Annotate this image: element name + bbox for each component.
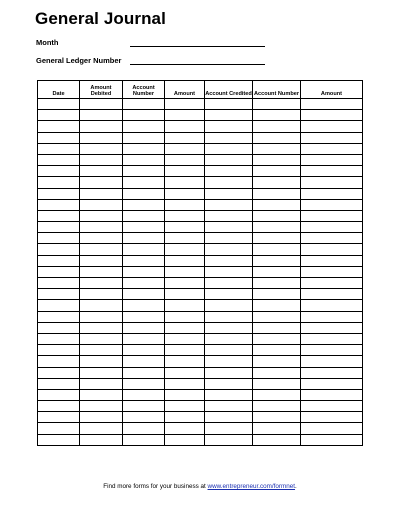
table-cell-amount-debited[interactable] xyxy=(80,121,123,132)
table-cell-amount-2[interactable] xyxy=(301,289,363,300)
table-cell-date[interactable] xyxy=(38,367,80,378)
table-cell-amount-1[interactable] xyxy=(165,199,205,210)
table-cell-account-number-1[interactable] xyxy=(123,143,165,154)
table-cell-amount-2[interactable] xyxy=(301,110,363,121)
table-cell-amount-debited[interactable] xyxy=(80,244,123,255)
table-cell-account-number-2[interactable] xyxy=(253,154,301,165)
table-row xyxy=(38,143,363,154)
table-cell-account-credited[interactable] xyxy=(205,412,253,423)
table-cell-date[interactable] xyxy=(38,289,80,300)
table-cell-amount-2[interactable] xyxy=(301,378,363,389)
table-cell-amount-1[interactable] xyxy=(165,132,205,143)
table-cell-account-credited[interactable] xyxy=(205,99,253,110)
table-cell-amount-2[interactable] xyxy=(301,222,363,233)
table-cell-account-number-1[interactable] xyxy=(123,222,165,233)
table-cell-account-credited[interactable] xyxy=(205,143,253,154)
table-cell-account-credited[interactable] xyxy=(205,132,253,143)
table-cell-account-number-2[interactable] xyxy=(253,412,301,423)
table-row xyxy=(38,266,363,277)
table-cell-amount-2[interactable] xyxy=(301,333,363,344)
table-cell-amount-debited[interactable] xyxy=(80,401,123,412)
table-row xyxy=(38,99,363,110)
table-cell-account-number-2[interactable] xyxy=(253,311,301,322)
table-cell-date[interactable] xyxy=(38,401,80,412)
table-cell-amount-2[interactable] xyxy=(301,166,363,177)
table-cell-date[interactable] xyxy=(38,132,80,143)
table-cell-amount-2[interactable] xyxy=(301,278,363,289)
table-cell-account-number-1[interactable] xyxy=(123,244,165,255)
table-cell-amount-2[interactable] xyxy=(301,132,363,143)
table-cell-amount-debited[interactable] xyxy=(80,177,123,188)
table-cell-account-number-2[interactable] xyxy=(253,166,301,177)
table-cell-amount-1[interactable] xyxy=(165,378,205,389)
table-cell-account-number-1[interactable] xyxy=(123,378,165,389)
table-cell-amount-1[interactable] xyxy=(165,300,205,311)
table-cell-account-number-1[interactable] xyxy=(123,434,165,445)
table-cell-date[interactable] xyxy=(38,389,80,400)
table-row xyxy=(38,278,363,289)
table-cell-account-number-1[interactable] xyxy=(123,367,165,378)
table-cell-amount-2[interactable] xyxy=(301,177,363,188)
table-cell-date[interactable] xyxy=(38,222,80,233)
table-cell-amount-1[interactable] xyxy=(165,233,205,244)
table-cell-account-number-1[interactable] xyxy=(123,121,165,132)
table-cell-date[interactable] xyxy=(38,300,80,311)
general-ledger-number-label: General Ledger Number xyxy=(36,56,122,65)
table-row xyxy=(38,154,363,165)
table-cell-account-credited[interactable] xyxy=(205,199,253,210)
table-cell-account-number-2[interactable] xyxy=(253,99,301,110)
table-cell-amount-2[interactable] xyxy=(301,210,363,221)
table-cell-amount-2[interactable] xyxy=(301,244,363,255)
table-cell-amount-debited[interactable] xyxy=(80,434,123,445)
table-row xyxy=(38,177,363,188)
table-cell-account-number-1[interactable] xyxy=(123,278,165,289)
table-cell-account-number-2[interactable] xyxy=(253,289,301,300)
table-cell-amount-2[interactable] xyxy=(301,356,363,367)
table-cell-date[interactable] xyxy=(38,244,80,255)
table-cell-amount-debited[interactable] xyxy=(80,278,123,289)
table-cell-amount-debited[interactable] xyxy=(80,322,123,333)
table-cell-date[interactable] xyxy=(38,345,80,356)
table-cell-date[interactable] xyxy=(38,423,80,434)
table-cell-amount-debited[interactable] xyxy=(80,143,123,154)
table-cell-amount-2[interactable] xyxy=(301,255,363,266)
general-ledger-number-input-line[interactable] xyxy=(130,64,265,65)
table-cell-amount-1[interactable] xyxy=(165,154,205,165)
table-cell-amount-2[interactable] xyxy=(301,300,363,311)
table-cell-date[interactable] xyxy=(38,154,80,165)
table-cell-amount-1[interactable] xyxy=(165,222,205,233)
table-cell-date[interactable] xyxy=(38,412,80,423)
table-cell-account-credited[interactable] xyxy=(205,244,253,255)
table-cell-amount-1[interactable] xyxy=(165,434,205,445)
table-cell-date[interactable] xyxy=(38,311,80,322)
table-row xyxy=(38,188,363,199)
table-cell-amount-1[interactable] xyxy=(165,289,205,300)
table-cell-date[interactable] xyxy=(38,188,80,199)
table-row xyxy=(38,222,363,233)
table-cell-amount-2[interactable] xyxy=(301,434,363,445)
table-cell-amount-2[interactable] xyxy=(301,322,363,333)
column-header-account-number-2: Account Number xyxy=(253,81,301,99)
table-cell-account-number-2[interactable] xyxy=(253,121,301,132)
table-cell-date[interactable] xyxy=(38,210,80,221)
table-cell-amount-1[interactable] xyxy=(165,423,205,434)
table-cell-account-number-1[interactable] xyxy=(123,99,165,110)
table-cell-date[interactable] xyxy=(38,177,80,188)
table-cell-account-credited[interactable] xyxy=(205,311,253,322)
table-row xyxy=(38,255,363,266)
table-row xyxy=(38,166,363,177)
table-cell-account-credited[interactable] xyxy=(205,210,253,221)
table-cell-date[interactable] xyxy=(38,434,80,445)
table-cell-amount-1[interactable] xyxy=(165,345,205,356)
table-cell-account-credited[interactable] xyxy=(205,166,253,177)
table-cell-amount-1[interactable] xyxy=(165,356,205,367)
footer-link[interactable]: www.entrepreneur.com/formnet xyxy=(207,483,296,490)
table-cell-amount-debited[interactable] xyxy=(80,311,123,322)
footer xyxy=(0,483,400,490)
table-cell-account-number-2[interactable] xyxy=(253,378,301,389)
table-cell-account-credited[interactable] xyxy=(205,434,253,445)
table-cell-amount-1[interactable] xyxy=(165,266,205,277)
table-cell-amount-2[interactable] xyxy=(301,412,363,423)
table-cell-account-number-2[interactable] xyxy=(253,255,301,266)
table-cell-account-number-1[interactable] xyxy=(123,345,165,356)
table-cell-date[interactable] xyxy=(38,333,80,344)
journal-header-row xyxy=(38,81,363,99)
table-cell-amount-1[interactable] xyxy=(165,389,205,400)
table-cell-date[interactable] xyxy=(38,121,80,132)
table-row xyxy=(38,132,363,143)
table-cell-date[interactable] xyxy=(38,278,80,289)
table-cell-amount-2[interactable] xyxy=(301,345,363,356)
table-cell-account-number-2[interactable] xyxy=(253,401,301,412)
table-cell-account-number-2[interactable] xyxy=(253,244,301,255)
table-cell-amount-2[interactable] xyxy=(301,367,363,378)
table-cell-account-credited[interactable] xyxy=(205,233,253,244)
table-cell-account-number-1[interactable] xyxy=(123,311,165,322)
column-header-amount-2: Amount xyxy=(301,81,363,99)
table-cell-amount-2[interactable] xyxy=(301,389,363,400)
table-cell-amount-2[interactable] xyxy=(301,233,363,244)
table-cell-amount-2[interactable] xyxy=(301,154,363,165)
table-cell-account-number-1[interactable] xyxy=(123,199,165,210)
table-cell-account-number-2[interactable] xyxy=(253,199,301,210)
table-cell-account-number-1[interactable] xyxy=(123,266,165,277)
table-cell-account-credited[interactable] xyxy=(205,110,253,121)
table-cell-account-number-2[interactable] xyxy=(253,278,301,289)
column-header-account-number: Account Number xyxy=(123,81,165,99)
table-row xyxy=(38,378,363,389)
table-cell-amount-debited[interactable] xyxy=(80,266,123,277)
table-cell-date[interactable] xyxy=(38,143,80,154)
table-cell-account-credited[interactable] xyxy=(205,177,253,188)
table-cell-account-number-1[interactable] xyxy=(123,233,165,244)
table-cell-amount-debited[interactable] xyxy=(80,99,123,110)
page-title: General Journal xyxy=(35,9,166,28)
table-cell-account-number-1[interactable] xyxy=(123,210,165,221)
table-cell-account-credited[interactable] xyxy=(205,289,253,300)
table-cell-amount-debited[interactable] xyxy=(80,289,123,300)
table-cell-amount-1[interactable] xyxy=(165,166,205,177)
table-cell-account-number-2[interactable] xyxy=(253,367,301,378)
table-cell-account-credited[interactable] xyxy=(205,278,253,289)
table-cell-amount-debited[interactable] xyxy=(80,412,123,423)
table-cell-amount-1[interactable] xyxy=(165,244,205,255)
table-row xyxy=(38,333,363,344)
table-cell-amount-2[interactable] xyxy=(301,199,363,210)
table-cell-amount-1[interactable] xyxy=(165,278,205,289)
table-cell-amount-debited[interactable] xyxy=(80,367,123,378)
table-cell-amount-2[interactable] xyxy=(301,423,363,434)
table-cell-amount-1[interactable] xyxy=(165,99,205,110)
table-cell-account-number-1[interactable] xyxy=(123,423,165,434)
table-cell-amount-2[interactable] xyxy=(301,311,363,322)
table-cell-account-number-2[interactable] xyxy=(253,423,301,434)
table-cell-account-number-1[interactable] xyxy=(123,412,165,423)
table-cell-amount-1[interactable] xyxy=(165,311,205,322)
table-cell-account-credited[interactable] xyxy=(205,255,253,266)
table-cell-account-credited[interactable] xyxy=(205,300,253,311)
table-row xyxy=(38,199,363,210)
table-cell-account-credited[interactable] xyxy=(205,188,253,199)
table-cell-amount-debited[interactable] xyxy=(80,210,123,221)
table-cell-account-number-1[interactable] xyxy=(123,300,165,311)
table-row xyxy=(38,210,363,221)
table-cell-account-number-2[interactable] xyxy=(253,110,301,121)
table-cell-account-credited[interactable] xyxy=(205,266,253,277)
table-cell-amount-1[interactable] xyxy=(165,210,205,221)
table-cell-account-number-2[interactable] xyxy=(253,300,301,311)
table-cell-account-number-2[interactable] xyxy=(253,177,301,188)
table-cell-amount-1[interactable] xyxy=(165,322,205,333)
table-cell-amount-1[interactable] xyxy=(165,143,205,154)
table-cell-account-number-2[interactable] xyxy=(253,389,301,400)
table-row xyxy=(38,345,363,356)
table-cell-amount-2[interactable] xyxy=(301,188,363,199)
table-cell-account-number-2[interactable] xyxy=(253,345,301,356)
table-cell-amount-debited[interactable] xyxy=(80,222,123,233)
table-cell-account-credited[interactable] xyxy=(205,322,253,333)
table-cell-amount-1[interactable] xyxy=(165,121,205,132)
table-cell-account-number-2[interactable] xyxy=(253,143,301,154)
table-cell-amount-1[interactable] xyxy=(165,401,205,412)
table-cell-amount-debited[interactable] xyxy=(80,345,123,356)
table-cell-amount-debited[interactable] xyxy=(80,199,123,210)
journal-table xyxy=(37,80,363,446)
table-cell-account-credited[interactable] xyxy=(205,333,253,344)
table-row xyxy=(38,289,363,300)
table-cell-amount-2[interactable] xyxy=(301,401,363,412)
table-cell-account-number-1[interactable] xyxy=(123,132,165,143)
table-cell-account-credited[interactable] xyxy=(205,367,253,378)
table-cell-account-credited[interactable] xyxy=(205,154,253,165)
table-cell-account-credited[interactable] xyxy=(205,389,253,400)
table-cell-date[interactable] xyxy=(38,166,80,177)
table-cell-account-number-2[interactable] xyxy=(253,266,301,277)
table-cell-amount-2[interactable] xyxy=(301,99,363,110)
table-cell-date[interactable] xyxy=(38,233,80,244)
table-cell-amount-2[interactable] xyxy=(301,121,363,132)
table-cell-account-number-1[interactable] xyxy=(123,333,165,344)
column-header-amount: Amount xyxy=(165,81,205,99)
table-cell-amount-2[interactable] xyxy=(301,143,363,154)
table-cell-account-number-1[interactable] xyxy=(123,154,165,165)
table-cell-amount-debited[interactable] xyxy=(80,389,123,400)
table-cell-account-number-1[interactable] xyxy=(123,389,165,400)
month-label: Month xyxy=(36,38,59,47)
table-row xyxy=(38,244,363,255)
table-cell-date[interactable] xyxy=(38,110,80,121)
table-cell-account-number-2[interactable] xyxy=(253,434,301,445)
table-cell-amount-debited[interactable] xyxy=(80,300,123,311)
table-cell-account-number-1[interactable] xyxy=(123,188,165,199)
table-cell-amount-debited[interactable] xyxy=(80,233,123,244)
column-header-amount-debited: Amount Debited xyxy=(80,81,123,99)
table-cell-account-number-2[interactable] xyxy=(253,356,301,367)
table-cell-amount-1[interactable] xyxy=(165,177,205,188)
table-cell-amount-debited[interactable] xyxy=(80,356,123,367)
table-cell-date[interactable] xyxy=(38,356,80,367)
table-cell-amount-debited[interactable] xyxy=(80,154,123,165)
table-cell-amount-debited[interactable] xyxy=(80,132,123,143)
table-row xyxy=(38,356,363,367)
table-cell-date[interactable] xyxy=(38,255,80,266)
table-cell-account-credited[interactable] xyxy=(205,121,253,132)
table-cell-account-number-2[interactable] xyxy=(253,233,301,244)
table-cell-account-number-2[interactable] xyxy=(253,210,301,221)
table-cell-amount-2[interactable] xyxy=(301,266,363,277)
table-row xyxy=(38,423,363,434)
column-header-account-credited: Account Credited xyxy=(205,81,253,99)
table-cell-account-number-2[interactable] xyxy=(253,132,301,143)
table-cell-amount-debited[interactable] xyxy=(80,166,123,177)
table-cell-date[interactable] xyxy=(38,199,80,210)
table-cell-account-number-1[interactable] xyxy=(123,166,165,177)
table-cell-amount-1[interactable] xyxy=(165,333,205,344)
table-cell-account-number-1[interactable] xyxy=(123,255,165,266)
table-row xyxy=(38,322,363,333)
table-cell-account-credited[interactable] xyxy=(205,378,253,389)
table-cell-account-number-2[interactable] xyxy=(253,333,301,344)
table-row xyxy=(38,412,363,423)
table-cell-account-number-1[interactable] xyxy=(123,356,165,367)
table-cell-account-number-1[interactable] xyxy=(123,401,165,412)
table-cell-amount-debited[interactable] xyxy=(80,110,123,121)
table-cell-amount-1[interactable] xyxy=(165,412,205,423)
table-cell-amount-1[interactable] xyxy=(165,110,205,121)
table-cell-amount-1[interactable] xyxy=(165,255,205,266)
table-cell-date[interactable] xyxy=(38,322,80,333)
table-cell-account-credited[interactable] xyxy=(205,423,253,434)
table-cell-account-number-2[interactable] xyxy=(253,222,301,233)
table-cell-amount-debited[interactable] xyxy=(80,333,123,344)
table-cell-account-number-2[interactable] xyxy=(253,188,301,199)
table-row xyxy=(38,434,363,445)
table-cell-account-number-1[interactable] xyxy=(123,110,165,121)
table-cell-amount-1[interactable] xyxy=(165,188,205,199)
table-row xyxy=(38,367,363,378)
footer-link-suffix: . xyxy=(295,483,297,490)
table-row xyxy=(38,389,363,400)
column-header-date: Date xyxy=(38,81,80,99)
table-row xyxy=(38,311,363,322)
month-input-line[interactable] xyxy=(130,46,265,47)
table-cell-amount-debited[interactable] xyxy=(80,423,123,434)
table-cell-account-credited[interactable] xyxy=(205,356,253,367)
table-cell-date[interactable] xyxy=(38,378,80,389)
table-row xyxy=(38,401,363,412)
table-cell-account-credited[interactable] xyxy=(205,222,253,233)
table-row xyxy=(38,121,363,132)
table-cell-account-number-1[interactable] xyxy=(123,289,165,300)
table-cell-account-credited[interactable] xyxy=(205,401,253,412)
table-cell-amount-1[interactable] xyxy=(165,367,205,378)
table-row xyxy=(38,110,363,121)
table-row xyxy=(38,300,363,311)
table-cell-account-number-1[interactable] xyxy=(123,322,165,333)
table-cell-amount-debited[interactable] xyxy=(80,255,123,266)
table-cell-amount-debited[interactable] xyxy=(80,188,123,199)
table-cell-amount-debited[interactable] xyxy=(80,378,123,389)
footer-text: Find more forms for your business at xyxy=(103,483,208,490)
table-cell-date[interactable] xyxy=(38,99,80,110)
table-cell-account-credited[interactable] xyxy=(205,345,253,356)
table-cell-account-number-2[interactable] xyxy=(253,322,301,333)
journal-body xyxy=(38,99,363,446)
table-row xyxy=(38,233,363,244)
table-cell-account-number-1[interactable] xyxy=(123,177,165,188)
table-cell-date[interactable] xyxy=(38,266,80,277)
